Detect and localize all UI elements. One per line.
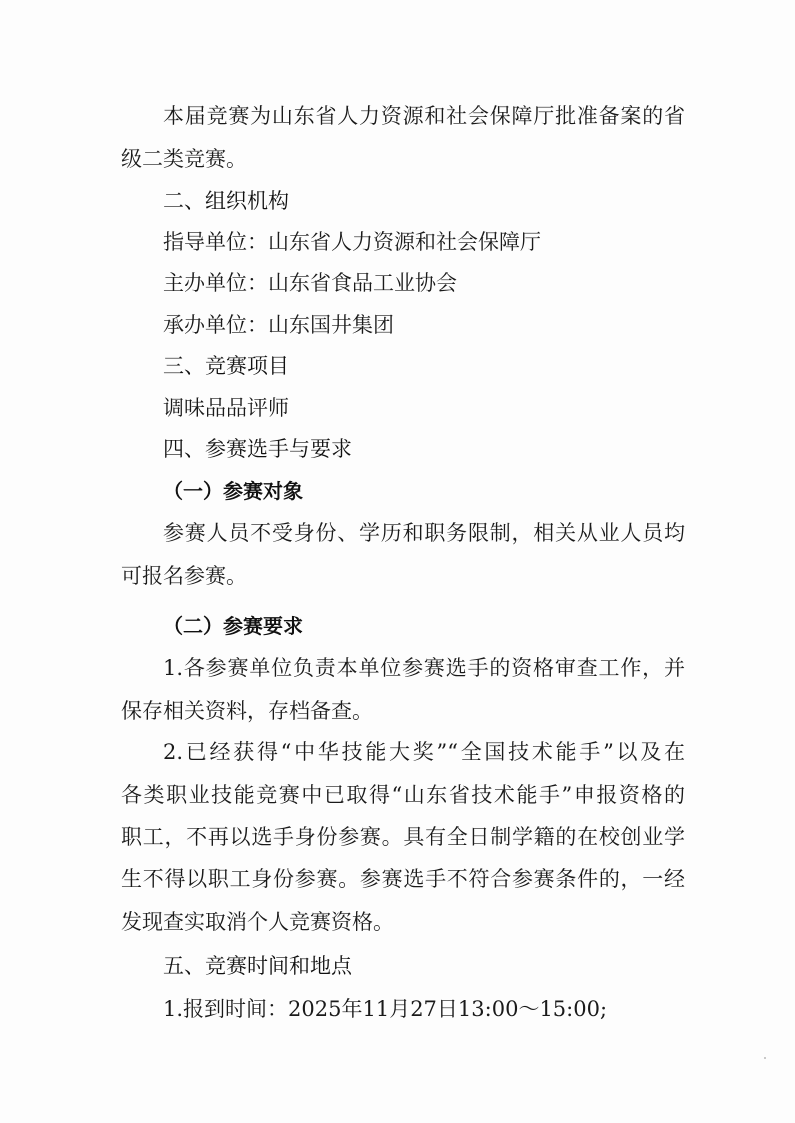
requirement-1-line-1: 1.各参赛单位负责本单位参赛选手的资格审查工作，并: [163, 656, 685, 680]
requirement-2-line-2: 各类职业技能竞赛中已取得“山东省技术能手”申报资格的: [121, 783, 685, 807]
paragraph-eligibility-line-1: 参赛人员不受身份、学历和职务限制，相关从业人员均: [163, 521, 685, 545]
subheading-eligibility: （一）参赛对象: [163, 479, 303, 503]
section-heading-participants: 四、参赛选手与要求: [163, 437, 352, 461]
scan-speck: [764, 1057, 766, 1059]
section-heading-project: 三、竞赛项目: [163, 354, 289, 378]
requirement-2-line-3: 职工，不再以选手身份参赛。具有全日制学籍的在校创业学: [121, 825, 685, 849]
requirement-2-line-5: 发现查实取消个人竞赛资格。: [121, 910, 394, 934]
section-heading-organization: 二、组织机构: [163, 189, 289, 213]
requirement-1-line-2: 保存相关资料，存档备查。: [121, 699, 373, 723]
subheading-requirements: （二）参赛要求: [163, 614, 303, 638]
section-heading-time-location: 五、竞赛时间和地点: [163, 954, 352, 978]
project-name: 调味品品评师: [163, 396, 289, 420]
paragraph-intro-line-2: 级二类竞赛。: [121, 147, 247, 171]
paragraph-intro-line-1: 本届竞赛为山东省人力资源和社会保障厅批准备案的省: [163, 104, 685, 128]
requirement-2-line-1: 2.已经获得“中华技能大奖”“全国技术能手”以及在: [163, 740, 685, 764]
org-undertaker-unit: 承办单位：山东国井集团: [163, 313, 394, 337]
paragraph-eligibility-line-2: 可报名参赛。: [121, 564, 247, 588]
requirement-2-line-4: 生不得以职工身份参赛。参赛选手不符合参赛条件的，一经: [121, 867, 685, 891]
org-guide-unit: 指导单位：山东省人力资源和社会保障厅: [163, 230, 541, 254]
org-host-unit: 主办单位：山东省食品工业协会: [163, 271, 457, 295]
registration-time: 1.报到时间：2025年11月27日13:00～15:00;: [163, 997, 608, 1021]
